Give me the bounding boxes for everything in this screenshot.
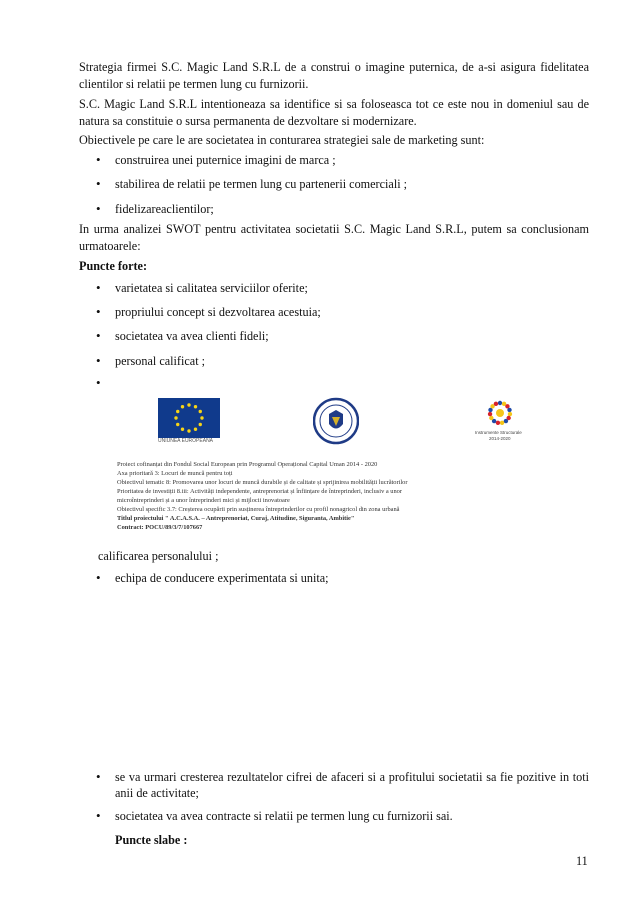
bullet-icon: • [96, 304, 101, 319]
bullet-icon: • [96, 570, 101, 585]
eu-star-icon [187, 403, 190, 406]
bullet-icon: • [96, 152, 101, 167]
bullet-icon: • [96, 328, 101, 343]
eu-star-icon [176, 423, 179, 426]
bullet-icon: • [96, 375, 101, 390]
bullet-icon: • [96, 769, 101, 784]
eu-star-icon [174, 416, 177, 419]
eu-star-icon [176, 410, 179, 413]
bullet-icon: • [96, 353, 101, 368]
strengths-heading: Puncte forte: [79, 259, 148, 273]
list-item: propriului concept si dezvoltarea acestuia; [115, 305, 321, 319]
intro-paragraph-1: Strategia firmei S.C. Magic Land S.R.L de a construi o imagine puternica, de a-si asigura fidelitatea clientilor si relatii pe termen lung cu furnizorii. [79, 60, 589, 91]
project-line: microîntreprinderi și a unor întreprinderi mici și mijlocii inovatoare [117, 497, 290, 504]
list-item: societatea va avea contracte si relatii pe termen lung cu furnizorii sai. [115, 809, 453, 823]
list-item: varietatea si calitatea serviciilor oferite; [115, 281, 308, 295]
list-item: stabilirea de relatii pe termen lung cu partenerii comerciali ; [115, 177, 408, 191]
swot-intro: In urma analizei SWOT pentru activitatea societatii S.C. Magic Land S.R.L, putem sa conclusionam urmatoarele: [79, 222, 589, 253]
is-caption-years: 2014-2020 [489, 436, 511, 441]
project-title: Titlul proiectului " A.C.A.S.A. – Antreprenoriat, Curaj, Atitudine, Siguranta, Ambitie" [117, 515, 355, 522]
is-star-dot-icon [489, 416, 493, 420]
is-star-dot-icon [488, 412, 492, 416]
eu-star-icon [194, 428, 197, 431]
bullet-icon: • [96, 201, 101, 216]
project-line: Obiectivul specific 3.7: Creșterea ocupării prin susținerea întreprinderilor cu profil nonagricol din zona urbană [117, 506, 400, 513]
eu-star-icon [181, 405, 184, 408]
eu-flag-icon [158, 398, 220, 438]
eu-logo [158, 398, 220, 443]
is-star-dot-icon [507, 408, 511, 412]
project-line: Obiectivul tematic 8: Promovarea unor locuri de muncă durabile și de calitate și sprijinirea mobilității lucrătorilor [117, 479, 408, 486]
government-seal-icon [313, 397, 359, 445]
project-line: Prioritatea de investiții 8.iii: Activități independente, antreprenoriat și înființare de întreprinderi, inclusiv a unor [117, 488, 403, 495]
is-star-dot-icon [504, 419, 508, 423]
intro-paragraph-2: S.C. Magic Land S.R.L intentioneaza sa identifice si sa foloseasca tot ce este nou in domeniul sau de natura sa constituie o sursa permanenta de dezvoltare si modernizare. [79, 97, 589, 128]
eu-star-icon [199, 410, 202, 413]
list-item: se va urmari cresterea rezultatelor cifrei de afaceri si a profitului societatii sa fie pozitive in toti anii de activitate; [115, 770, 589, 800]
bullet-icon: • [96, 808, 101, 823]
is-caption: Instrumente Structurale [475, 430, 522, 435]
eu-star-icon [200, 416, 203, 419]
list-item: societatea va avea clienti fideli; [115, 329, 269, 343]
eu-star-icon [194, 405, 197, 408]
eu-star-icon [181, 428, 184, 431]
eu-star-icon [199, 423, 202, 426]
is-star-dot-icon [494, 402, 498, 406]
page-number: 11 [576, 854, 588, 868]
is-star-center-icon [496, 409, 504, 417]
weaknesses-heading: Puncte slabe : [115, 833, 188, 847]
list-item: personal calificat ; [115, 354, 206, 368]
romania-flag-star-icon [478, 398, 522, 428]
is-star-dot-icon [498, 401, 502, 405]
list-item: fidelizareaclientilor; [115, 202, 214, 216]
is-star-dot-icon [496, 421, 500, 425]
project-line: Axa prioritară 3: Locuri de muncă pentru toți [117, 470, 233, 477]
eu-caption: UNIUNEA EUROPEANA [158, 438, 214, 444]
project-line: Proiect cofinanțat din Fondul Social European prin Programul Operațional Capital Uman 2014 - 2020 [117, 461, 378, 468]
eu-star-icon [187, 429, 190, 432]
instrumente-structurale-logo [478, 398, 522, 433]
list-item: construirea unei puternice imagini de marca ; [115, 153, 336, 167]
bullet-icon: • [96, 176, 101, 191]
bullet-icon: • [96, 280, 101, 295]
continuation-text: calificarea personalului ; [98, 549, 219, 563]
objectives-intro: Obiectivele pe care le are societatea in conturarea strategiei sale de marketing sunt: [79, 133, 485, 147]
list-item: echipa de conducere experimentata si unita; [115, 571, 329, 585]
is-star-dot-icon [500, 421, 504, 425]
is-star-dot-icon [508, 412, 512, 416]
project-contract: Contract: POCU/89/3/7/107667 [117, 524, 203, 531]
gov-logo [313, 397, 359, 450]
